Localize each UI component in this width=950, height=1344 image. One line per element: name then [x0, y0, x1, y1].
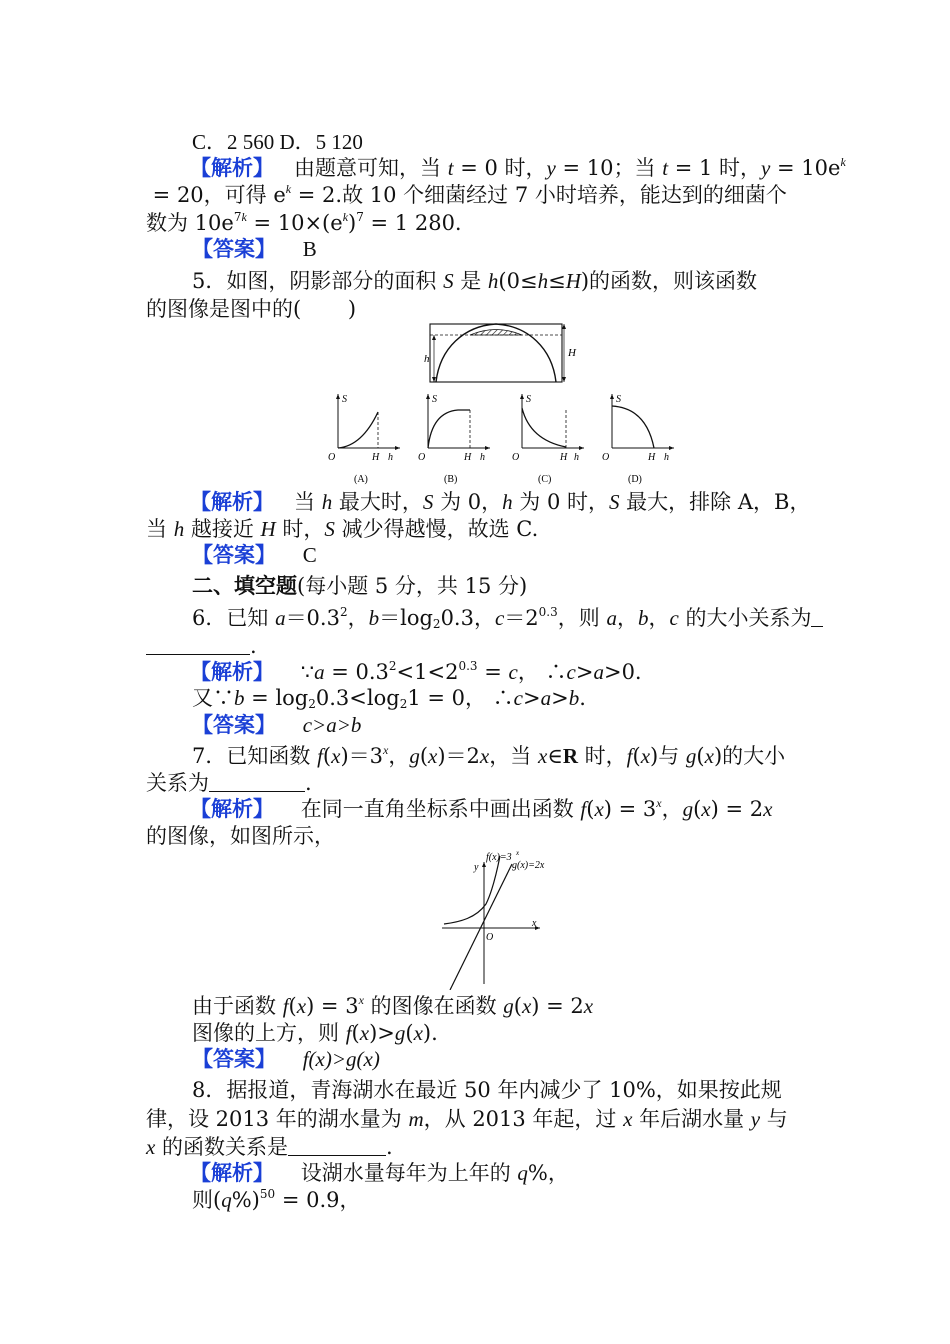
q6-solution-line2: 又∵b = $\log_20.3<\log_21 = 0$， ∴c>a>b. — [192, 686, 586, 711]
q8-solution-line1: 【解析】 设湖水量每年为上年的 q%， — [190, 1161, 569, 1185]
q5-b-S: S — [432, 394, 437, 405]
section2-heading-line — [192, 573, 810, 599]
q5-option-a-label: (A) — [354, 474, 368, 485]
q5-b-H: H — [464, 452, 472, 463]
q8-stem-line3: x 的函数关系是 . — [146, 1135, 393, 1159]
q5-a-S: S — [342, 394, 347, 405]
q5-option-graph-b — [412, 390, 496, 486]
q4-answer: B — [302, 237, 317, 261]
q6-answer-line — [192, 712, 810, 738]
q5-option-c-label: (C) — [538, 474, 552, 485]
q5-stem-line1: 5．如图，阴影部分的面积 S 是 h(0≤h≤H)的函数，则该函数 — [192, 269, 758, 293]
q7-f-exp: x — [516, 849, 520, 857]
q5-option-d-label: (D) — [628, 474, 642, 485]
q8-solution-line2: 则$(q\%)^{50} = 0.9$， — [192, 1187, 361, 1212]
q5-b-O: O — [418, 452, 426, 463]
q5-jiexi-tag: 【解析】 — [190, 490, 274, 514]
q5-stem-line2: 的图像是图中的( ) — [146, 297, 357, 321]
q7-stem-line1: 7．已知函数 $f(x)=3^x$，g(x)＝2x，当 x∈R 时，f(x)与 g(x)的大小 — [192, 743, 786, 768]
q6-number: 6 — [192, 606, 206, 630]
q5-c-h: h — [574, 452, 579, 463]
q5-arc-h-label: h — [424, 353, 430, 365]
q5-a-H: H — [372, 452, 380, 463]
q7-solution-line1: 【解析】 在同一直角坐标系中画出函数 $f(x) = 3^x$，g(x) = 2x — [190, 796, 773, 821]
q5-b-h: h — [480, 452, 485, 463]
q7-number: 7 — [192, 744, 206, 768]
q5-solution-line2: 当 h 越接近 H 时，S 减少得越慢，故选 C. — [146, 517, 539, 541]
q4-answer-line — [192, 236, 810, 262]
q5-d-O: O — [602, 452, 610, 463]
q5-c-S: S — [526, 394, 531, 405]
q5-option-graph-a — [322, 390, 406, 486]
q7-solution-line4: 图像的上方，则 f(x)>g(x). — [192, 1021, 438, 1045]
section2-heading: 二、填空题 — [192, 573, 297, 598]
q5-number: 5 — [192, 269, 206, 293]
q5-solution-line1: 【解析】 当 h 最大时，S 为 0，h 为 0 时，S 最大，排除 A，B， — [190, 490, 811, 514]
q7-daan-tag: 【答案】 — [192, 1047, 276, 1071]
q4-solution-line1: 【解析】 由题意可知，当 t = 0 时，y = 10；当 t = 1 时，$y = 10e^k$ — [190, 155, 846, 180]
q7-jiexi-tag: 【解析】 — [190, 797, 274, 821]
q7-answer-line — [192, 1046, 810, 1072]
q7-solution-line3: 由于函数 $f(x) = 3^x$ 的图像在函数 g(x) = 2x — [192, 993, 594, 1018]
q7-origin-label: O — [486, 932, 494, 943]
q4-solution-line2: = 20，可得 $e^k = 2$.故 10 个细菌经过 7 小时培养，能达到的细菌个 — [146, 182, 787, 207]
q4-options: C．2 560 D．5 120 — [192, 130, 363, 154]
q5-arc-figure — [418, 318, 580, 390]
q5-option-graph-d — [596, 390, 680, 486]
q5-d-h: h — [664, 452, 669, 463]
q6-daan-tag: 【答案】 — [192, 713, 276, 737]
q4-daan-tag: 【答案】 — [192, 237, 276, 261]
q5-a-h: h — [388, 452, 393, 463]
q6-stem-line1: 6．已知 $a=0.3^2$，$b=\log_20.3$，$c=2^{0.3}$，则 a，b，c 的大小关系为 — [192, 605, 810, 631]
q5-d-H: H — [648, 452, 656, 463]
section2-note: (每小题 5 分，共 15 分) — [297, 574, 528, 598]
q7-solution-line2: 的图像，如图所示， — [146, 824, 335, 848]
q5-d-S: S — [616, 394, 621, 405]
q5-arc-H-label: H — [568, 347, 576, 359]
q5-c-O: O — [512, 452, 520, 463]
q8-jiexi-tag: 【解析】 — [190, 1161, 274, 1185]
q5-option-graph-c — [506, 390, 590, 486]
q5-option-b-label: (B) — [444, 474, 458, 485]
q8-stem-line1: 8．据报道，青海湖水在最近 50 年内减少了 10%，如果按此规 — [192, 1078, 782, 1102]
q7-g-label: g(x)=2x — [512, 860, 545, 871]
q7-x-label: x — [532, 918, 537, 929]
q7-stem-line2: 关系为 . — [146, 771, 312, 795]
q6-jiexi-tag: 【解析】 — [190, 660, 274, 684]
q5-c-H: H — [560, 452, 568, 463]
q6-solution-line1: 【解析】 ∵a = $0.3^2<1<2^{0.3} = c$， ∴c>a>0. — [190, 659, 642, 684]
q5-a-O: O — [328, 452, 336, 463]
q5-answer-line — [192, 542, 810, 568]
q4-jiexi-tag: 【解析】 — [190, 156, 274, 180]
q4-solution-line3: 数为 $10e^{7k} = 10\times(e^k)^7 = 1$ 280. — [146, 210, 462, 235]
q7-function-graph — [440, 846, 580, 990]
q7-f-label: f(x)=3 — [486, 852, 512, 863]
q6-answer: c>a>b — [302, 713, 362, 737]
q5-answer: C — [302, 543, 317, 567]
q5-daan-tag: 【答案】 — [192, 543, 276, 567]
q6-stem-line2: . — [146, 633, 810, 659]
q8-stem-line2: 律，设 2013 年的湖水量为 m，从 2013 年起，过 x 年后湖水量 y 与 — [146, 1107, 788, 1131]
q7-answer: f(x)>g(x) — [302, 1047, 380, 1071]
q8-number: 8 — [192, 1078, 206, 1102]
q7-y-label: y — [474, 862, 479, 873]
